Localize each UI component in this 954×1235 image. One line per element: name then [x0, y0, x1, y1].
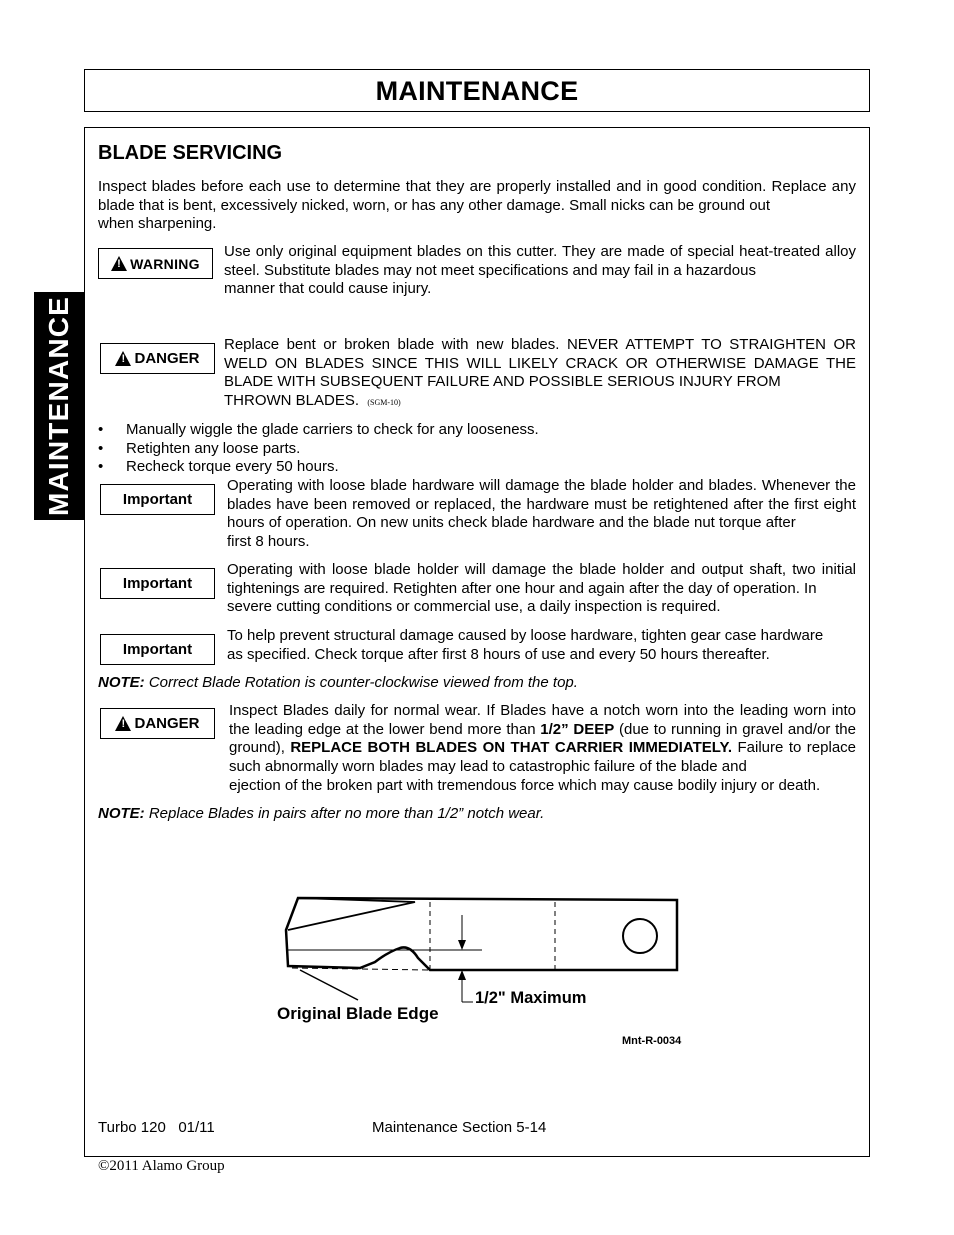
- important-badge-1: Important: [100, 484, 215, 515]
- note-rotation: NOTE: Correct Blade Rotation is counter-clockwise viewed from the top.: [98, 674, 578, 691]
- danger-triangle-icon: [115, 351, 131, 366]
- header-box: [84, 69, 870, 112]
- blade-wear-diagram: [270, 890, 700, 1060]
- danger-triangle-icon: [115, 716, 131, 731]
- safety-code: (SGM-10): [367, 398, 401, 408]
- side-tab: [34, 292, 84, 520]
- list-item: • Manually wiggle the glade carriers to check for any looseness.: [98, 421, 539, 438]
- important-badge-3: Important: [100, 634, 215, 665]
- page-title: MAINTENANCE: [375, 76, 579, 106]
- footer-model: Turbo 120 01/11: [98, 1119, 215, 1136]
- danger-text-2: Inspect Blades daily for normal wear. If Blades have a notch worn into the leading worn into the leading edge at the lower bend more than 1/2” DEEP (due to running in gravel and/or the ground), REPLACE BOTH BLADES ON THAT CARRIER IMMEDIATELY. Failure to replace such abnormally worn blades may lead to catastrophic failure of the blade and ejection of the broken part with tremendous force which may cause bodily injury or death.: [229, 702, 857, 794]
- max-notch-label: 1/2" Maximum: [475, 989, 587, 1007]
- figure-code: Mnt-R-0034: [622, 1035, 682, 1047]
- side-tab-label: MAINTENANCE: [43, 295, 74, 517]
- danger-badge-2: ! DANGER: [100, 708, 215, 739]
- warning-text: Use only original equipment blades on this cutter. They are made of special heat-treated alloy steel. Substitute blades may not meet specifications and may fail in a hazardous manner that could cause injury.: [224, 243, 856, 298]
- important-badge-2: Important: [100, 568, 215, 599]
- important-text-2: Operating with loose blade holder will damage the blade holder and output shaft, two initial tightenings are required. Retighten after one hour and again after the day of operation. In severe cutting conditions or commercial use, a daily inspection is required.: [227, 561, 856, 616]
- bullet-list: [98, 421, 539, 477]
- list-item: • Retighten any loose parts.: [98, 439, 301, 457]
- important-text-1: Operating with loose blade hardware will damage the blade holder and blades. Whenever the blades have been removed or replaced, the hardware must be retightened after the first eight hours of operation. On new units check blade hardware and the blade nut torque after first 8 hours.: [227, 477, 856, 551]
- warning-triangle-icon: [111, 256, 127, 271]
- section-title: BLADE SERVICING: [98, 142, 283, 164]
- copyright: ©2011 Alamo Group: [98, 1158, 225, 1174]
- list-item: • Recheck torque every 50 hours.: [98, 458, 339, 475]
- danger-text-1: Replace bent or broken blade with new blades. NEVER ATTEMPT TO STRAIGHTEN OR WELD ON BLADES SINCE THIS WILL LIKELY CRACK OR OTHERWISE DAMAGE THE BLADE WITH SUBSEQUENT FAILURE AND POSSIBLE SERIOUS INJURY FROM THROWN BLADES. (SGM-10): [224, 336, 856, 410]
- danger-badge-1: ! DANGER: [100, 343, 215, 374]
- intro-paragraph: Inspect blades before each use to determine that they are properly installed and in good condition. Replace any blade that is bent, excessively nicked, worn, or has any other damage. Small nicks can be ground out when sharpening.: [98, 178, 856, 233]
- warning-badge: ! WARNING: [98, 248, 213, 279]
- important-text-3: To help prevent structural damage caused by loose hardware, tighten gear case hardware as specified. Check torque after first 8 hours of use and every 50 hours thereafter.: [227, 627, 824, 663]
- note-pairs: NOTE: Replace Blades in pairs after no more than 1/2” notch wear.: [98, 805, 545, 822]
- footer-section: Maintenance Section 5-14: [372, 1119, 547, 1136]
- original-edge-label: Original Blade Edge: [277, 1004, 439, 1023]
